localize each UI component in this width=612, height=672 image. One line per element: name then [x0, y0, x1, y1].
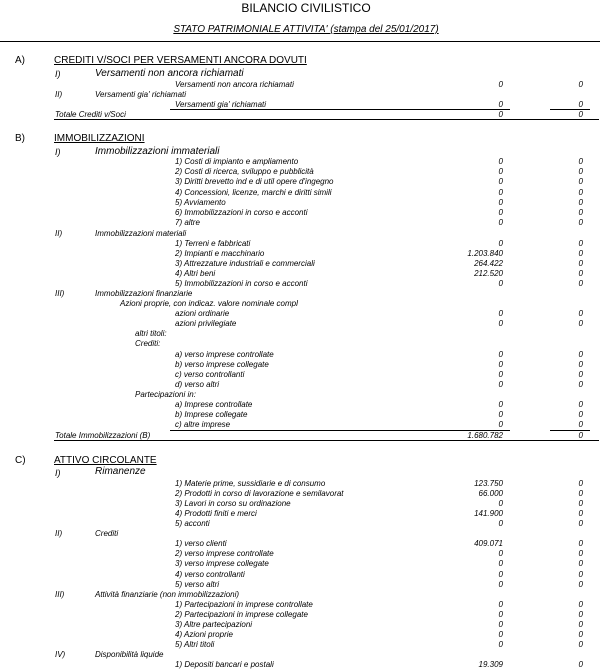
row-label: 3) Diritti brevetto ind e di util opere d'ingegno	[175, 177, 334, 187]
partecipazioni-label: Partecipazioni in:	[135, 390, 196, 399]
row-value-current: 0	[498, 218, 503, 228]
row-value-previous: 0	[578, 309, 583, 318]
row-label: 2) verso imprese controllate	[175, 549, 274, 559]
subsection-title: Attività finanziarie (non immobilizzazioni)	[95, 590, 240, 599]
row-label: azioni ordinarie	[175, 309, 230, 318]
subsection-title: Immobilizzazioni materiali	[95, 229, 187, 238]
azioni-label: Azioni proprie, con indicaz. valore nominale compl	[120, 299, 298, 308]
row-value-current: 0	[498, 279, 503, 288]
total-value-current: 0	[498, 110, 503, 119]
row-value-previous: 0	[578, 400, 583, 409]
row-value-previous: 0	[578, 259, 583, 268]
row-label: d) verso altri	[175, 380, 220, 389]
row-value-previous: 0	[578, 569, 583, 579]
total-value-previous: 0	[578, 110, 583, 119]
row-label: 2) Impianti e macchinario	[175, 249, 265, 258]
row-value-previous: 0	[578, 539, 583, 548]
row-label: 2) Partecipazioni in imprese collegate	[175, 610, 308, 619]
header-divider	[0, 41, 600, 42]
row-value-current: 66.000	[478, 489, 503, 498]
row-value-current: 0	[498, 499, 503, 508]
subsection-number: I)	[55, 147, 61, 157]
subsection-number: I)	[55, 468, 61, 478]
row-label: 7) altre	[175, 218, 200, 228]
subsection-title: Disponibilità liquide	[95, 650, 164, 659]
row-label: 6) Immobilizzazioni in corso e acconti	[175, 208, 308, 217]
row-value-current: 0	[498, 420, 503, 429]
row-value-previous: 0	[578, 579, 583, 589]
row-value-current: 0	[498, 579, 503, 589]
row-label: 5) Avviamento	[175, 197, 226, 207]
row-value-previous: 0	[578, 370, 583, 379]
row-value-current: 409.071	[474, 539, 503, 548]
row-label: 5) verso altri	[175, 579, 220, 589]
row-value-current: 0	[498, 569, 503, 579]
row-value-current: 0	[498, 208, 503, 217]
total-value-previous: 0	[578, 431, 583, 440]
row-value-previous: 0	[578, 177, 583, 187]
row-value-previous: 0	[578, 157, 583, 166]
row-label: 1) verso clienti	[175, 539, 227, 548]
row-label: Versamenti gia' richiamati	[175, 100, 267, 109]
row-value-current: 0	[498, 167, 503, 177]
row-value-previous: 0	[578, 279, 583, 288]
row-value-current: 0	[498, 559, 503, 569]
row-value-current: 212.520	[474, 269, 503, 278]
row-value-previous: 0	[578, 620, 583, 629]
row-value-previous: 0	[578, 350, 583, 359]
document-title: BILANCIO CIVILISTICO	[241, 1, 371, 15]
row-label: 5) acconti	[175, 519, 210, 528]
subsection-number: IV)	[55, 650, 66, 659]
row-label: c) altre imprese	[175, 420, 231, 429]
row-label: c) verso controllanti	[175, 370, 245, 379]
row-label: 4) Concessioni, licenze, marchi e diritti simili	[175, 187, 332, 197]
row-value-current: 0	[498, 100, 503, 109]
section-title: CREDITI V/SOCI PER VERSAMENTI ANCORA DOVUTI	[54, 55, 307, 66]
row-value-current: 0	[498, 370, 503, 379]
row-value-previous: 0	[578, 559, 583, 569]
row-value-previous: 0	[578, 479, 583, 488]
row-label: 4) Prodotti finiti e merci	[175, 509, 257, 518]
subsection-number: I)	[55, 69, 61, 79]
subsection-title: Immobilizzazioni immateriali	[95, 146, 220, 157]
section-letter: B)	[15, 133, 25, 144]
row-value-current: 0	[498, 380, 503, 389]
row-value-previous: 0	[578, 519, 583, 528]
section-letter: A)	[15, 55, 25, 66]
subsection-number: II)	[55, 229, 63, 238]
row-value-previous: 0	[578, 208, 583, 217]
row-label: 3) Lavori in corso su ordinazione	[175, 499, 291, 508]
subsection-title: Immobilizzazioni finanziarie	[95, 289, 193, 298]
row-label: 4) Altri beni	[175, 269, 216, 278]
row-value-current: 0	[498, 620, 503, 629]
row-value-current: 0	[498, 400, 503, 409]
row-value-previous: 0	[578, 509, 583, 518]
subsection-number: III)	[55, 289, 65, 298]
row-label: 2) Prodotti in corso di lavorazione e semilavorat	[175, 489, 344, 498]
row-value-previous: 0	[578, 187, 583, 197]
subsection-number: III)	[55, 590, 65, 599]
section-title: IMMOBILIZZAZIONI	[54, 133, 145, 144]
row-value-previous: 0	[578, 100, 583, 109]
row-value-current: 0	[498, 177, 503, 187]
row-value-previous: 0	[578, 410, 583, 419]
crediti-label: Crediti:	[135, 339, 161, 348]
row-label: 5) Altri titoli	[175, 640, 215, 649]
row-value-previous: 0	[578, 249, 583, 258]
row-value-current: 0	[498, 197, 503, 207]
subsection-title: Versamenti non ancora richiamati	[95, 68, 244, 79]
row-value-previous: 0	[578, 360, 583, 369]
row-label: b) Imprese collegate	[175, 410, 248, 419]
row-value-current: 0	[498, 519, 503, 528]
row-value-previous: 0	[578, 420, 583, 429]
row-value-previous: 0	[578, 610, 583, 619]
total-underline	[54, 119, 599, 120]
row-value-current: 0	[498, 350, 503, 359]
row-value-current: 0	[498, 360, 503, 369]
row-value-previous: 0	[578, 600, 583, 609]
row-label: 1) Materie prime, sussidiarie e di consumo	[175, 479, 326, 488]
row-value-current: 0	[498, 600, 503, 609]
row-value-previous: 0	[578, 239, 583, 248]
row-value-current: 0	[498, 640, 503, 649]
document-subtitle: STATO PATRIMONIALE ATTIVITA' (stampa del 25/01/2017)	[173, 24, 439, 35]
row-value-current: 0	[498, 630, 503, 639]
row-label: a) verso imprese controllate	[175, 350, 274, 359]
total-label: Totale Crediti v/Soci	[55, 110, 126, 119]
row-label: azioni privilegiate	[175, 319, 237, 328]
row-value-current: 19.309	[478, 660, 503, 669]
subsection-title: Versamenti gia' richiamati	[95, 90, 187, 99]
section-title: ATTIVO CIRCOLANTE	[54, 455, 157, 466]
row-value-previous: 0	[578, 630, 583, 639]
row-label: 4) verso controllanti	[175, 569, 245, 579]
row-value-current: 264.422	[474, 259, 503, 268]
row-value-previous: 0	[578, 80, 583, 89]
row-label: 1) Partecipazioni in imprese controllate	[175, 600, 313, 609]
row-value-previous: 0	[578, 549, 583, 559]
total-label: Totale Immobilizzazioni (B)	[55, 431, 151, 440]
row-label: 1) Depositi bancari e postali	[175, 660, 274, 669]
row-value-previous: 0	[578, 640, 583, 649]
row-value-current: 0	[498, 309, 503, 318]
row-value-previous: 0	[578, 167, 583, 177]
row-value-current: 1.203.840	[467, 249, 503, 258]
row-label: 1) Terreni e fabbricati	[175, 239, 251, 248]
row-value-current: 0	[498, 80, 503, 89]
subsection-title: Rimanenze	[95, 466, 146, 477]
row-label: Versamenti non ancora richiamati	[175, 80, 294, 89]
section-letter: C)	[15, 455, 26, 466]
subsection-number: II)	[55, 90, 63, 99]
row-label: b) verso imprese collegate	[175, 360, 269, 369]
row-value-previous: 0	[578, 197, 583, 207]
row-label: 2) Costi di ricerca, sviluppo e pubblicità	[175, 167, 314, 177]
row-value-previous: 0	[578, 489, 583, 498]
row-value-previous: 0	[578, 269, 583, 278]
row-label: 5) Immobilizzazioni in corso e acconti	[175, 279, 308, 288]
row-value-previous: 0	[578, 218, 583, 228]
row-value-previous: 0	[578, 319, 583, 328]
row-value-current: 0	[498, 549, 503, 559]
total-value-current: 1.680.782	[467, 431, 503, 440]
altri-titoli-label: altri titoli:	[135, 329, 167, 338]
subsection-number: II)	[55, 529, 63, 538]
row-label: 1) Costi di impianto e ampliamento	[175, 157, 299, 166]
row-label: 3) Altre partecipazioni	[175, 620, 253, 629]
row-value-current: 0	[498, 187, 503, 197]
row-label: a) Imprese controllate	[175, 400, 253, 409]
row-value-previous: 0	[578, 499, 583, 508]
row-label: 3) Attrezzature industriali e commerciali	[175, 259, 315, 268]
subsection-title: Crediti	[95, 529, 119, 538]
row-value-current: 123.750	[474, 479, 503, 488]
row-label: 4) Azioni proprie	[175, 630, 233, 639]
total-underline	[54, 440, 599, 441]
row-value-current: 0	[498, 239, 503, 248]
row-value-previous: 0	[578, 660, 583, 669]
row-label: 3) verso imprese collegate	[175, 559, 269, 569]
row-value-previous: 0	[578, 380, 583, 389]
row-value-current: 0	[498, 410, 503, 419]
row-value-current: 0	[498, 319, 503, 328]
row-value-current: 0	[498, 157, 503, 166]
row-value-current: 0	[498, 610, 503, 619]
row-value-current: 141.900	[474, 509, 503, 518]
